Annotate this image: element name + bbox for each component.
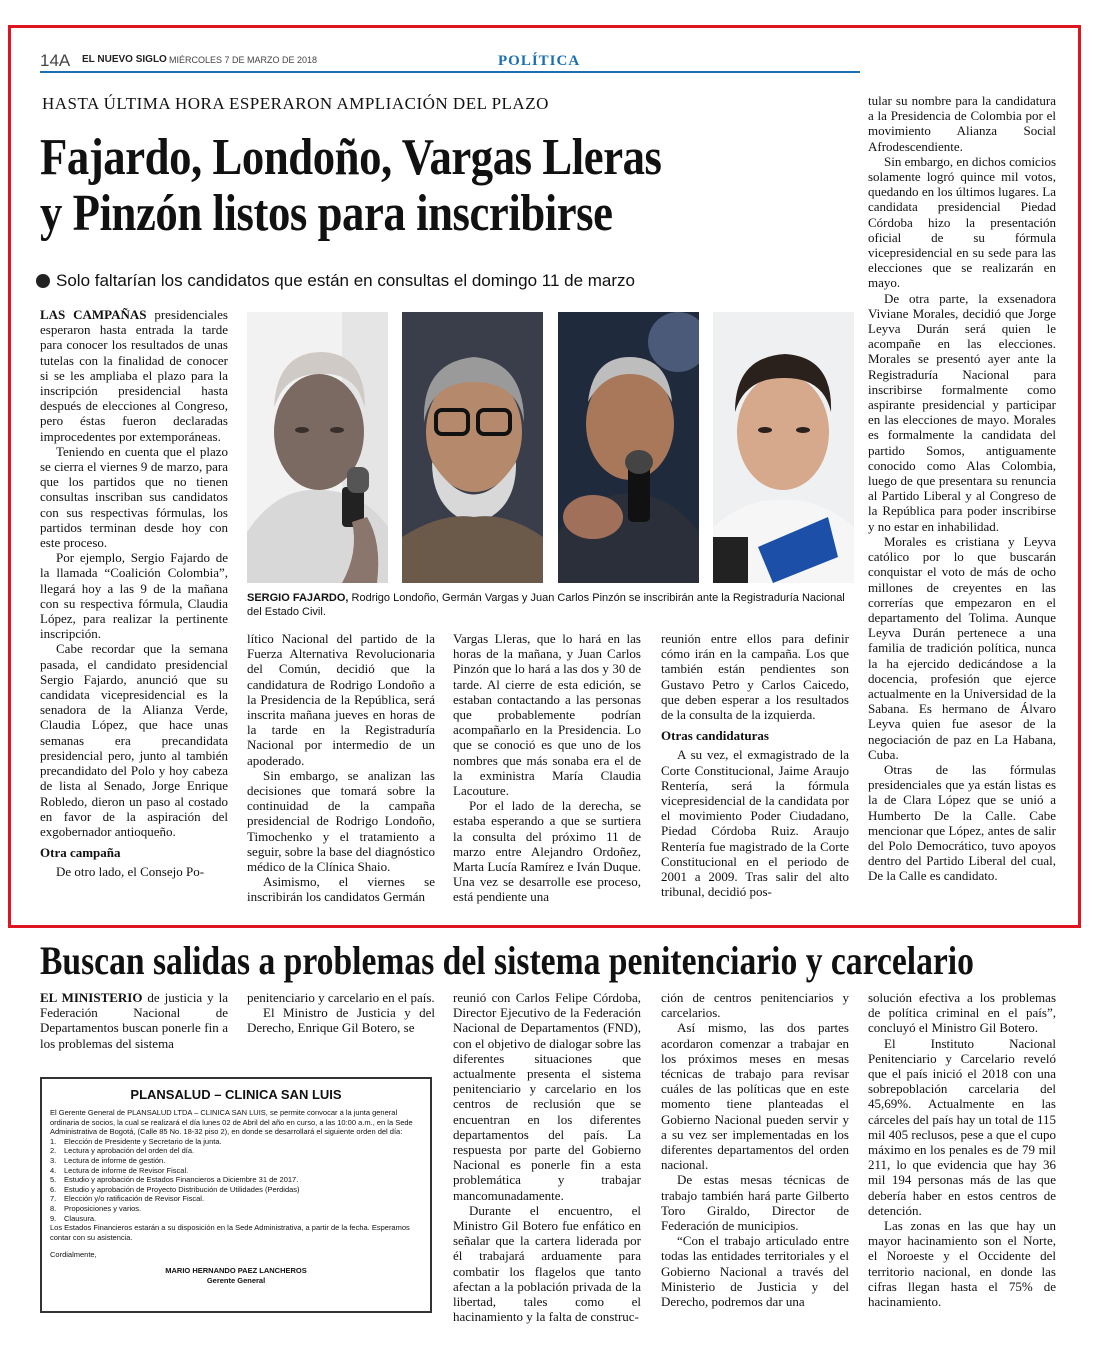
ad-body	[42, 1102, 430, 1260]
page-number: 14A	[40, 51, 71, 70]
paragraph: De otro lado, el Consejo Po-	[56, 864, 205, 880]
ad-agenda-item	[50, 1214, 422, 1224]
article-column-3	[453, 631, 641, 905]
paragraph: Sin embargo, en dichos comicios solamente logró quince mil votos, quedando en los últimos lugares. La candidata presidencial Piedad Córdoba hizo la presentación oficial de su fórmula vicepresidencial en su sede para las elecciones que se realizarán en mayo.	[868, 153, 1056, 291]
article-title-line2: y Pinzón listos para inscribirse	[40, 185, 613, 242]
ad-signer-role: Gerente General	[206, 1275, 266, 1285]
ad-agenda-list	[50, 1137, 422, 1223]
paragraph: Cabe recordar que la semana pasada, el candidato presidencial Sergio Fajardo, anunció que su candidata vicepresidencial es la senadora de la Alianza Verde, Claudia López, que hace unas semanas era precandidata presidencial pero, junto al también precandidato del Polo y hoy cabeza de lista al Senado, Jorge Enrique Robledo, dieron un paso al costado en favor de la aspiración del exgobernador antioqueño.	[40, 641, 228, 839]
ad-agenda-number: 6.	[50, 1184, 57, 1194]
ad-agenda-item	[50, 1185, 422, 1195]
paragraph: reunió con Carlos Felipe Córdoba, Director Ejecutivo de la Federación Nacional de Departamentos (FND), con el objetivo de dialogar sobre las diferentes situaciones que actualmente presenta el sistema penitenciario y carcelario en los centros de reclusión que se encuentran en los diferentes departamentos del país. La respuesta por parte del Gobierno Nacional es ponerle fin a esta problemática y trabajar mancomunadamente.	[453, 990, 641, 1203]
article2-column-5	[868, 990, 1056, 1309]
paragraph: Así mismo, las dos partes acordaron comenzar a trabajar en los próximos meses en mesas técnicas de trabajo para revisar cuáles de las políticas que en este momento tiene planteadas el Gobierno Nacional pueden servir y a su vez ser implementadas en los diferentes departamentos del orden nacional.	[661, 1020, 849, 1173]
ad-intro: El Gerente General de PLANSALUD LTDA – CLINICA SAN LUIS, se permite convocar a la junta general ordinaria de socios, la cual se realizará el día lunes 02 de Abril del año en curso, a las 10:00 a.m., en la Sede Administrativa de Bogotá, (Calle 85 No. 18-32 piso 2), en donde se desarrollará el siguiente orden del día:	[50, 1108, 413, 1137]
paragraph: Teniendo en cuenta que el plazo se cierra el viernes 9 de marzo, para que los partidos que no tienen consultas inscriban sus candidatos con sus respectivas fórmulas, los partidos terminan desde hoy con este proceso.	[40, 443, 228, 551]
paragraph-text: presidenciales esperaron hasta entrada la tarde para conocer los resultados de unas tutelas con la finalidad de conocer si se les ampliaba el plazo para la inscripción presidencial hasta después de elecciones al Congreso, pero éstas fueron declaradas improcedentes por extemporáneas.	[40, 307, 228, 444]
ad-agenda-number: 5.	[50, 1175, 57, 1185]
ad-agenda-item	[50, 1137, 422, 1147]
bullet-icon	[36, 274, 50, 288]
article-column-2	[247, 631, 435, 905]
ad-agenda-text: Proposiciones y varios.	[64, 1203, 142, 1213]
ad-agenda-text: Lectura de informe de Revisor Fiscal.	[64, 1165, 189, 1175]
photo-german-vargas	[558, 312, 699, 583]
article2-column-3	[453, 990, 641, 1324]
paragraph	[40, 990, 228, 1051]
article-column-4	[661, 631, 849, 899]
paragraph-text: de justicia y la Federación Nacional de Departamentos buscan ponerle fin a los problemas del sistema	[40, 990, 228, 1051]
paragraph: Las zonas en las que hay un mayor hacinamiento son el Norte, el Noroeste y el Occidente del territorio nacional, en donde las cifras llegan hasta el 75% de hacinamiento.	[868, 1218, 1056, 1310]
paragraph: penitenciario y carcelario en el país.	[247, 990, 435, 1005]
paragraph: Otras de las fórmulas presidenciales que ya están listas es la de Clara López que se unió a Humberto De la Calle. Cabe mencionar que López, antes de salir del Polo Democrático, tuvo apoyos dentro del Partido Liberal del cual, De la Calle es candidato.	[868, 761, 1056, 884]
lead-in: LAS CAMPAÑAS	[40, 307, 147, 322]
ad-agenda-text: Lectura de informe de gestión.	[64, 1155, 166, 1165]
article-title	[40, 130, 745, 242]
article-column-5	[868, 93, 1056, 884]
ad-agenda-number: 4.	[50, 1165, 57, 1175]
ad-closing: Cordialmente,	[50, 1250, 97, 1260]
article-column-1	[40, 307, 228, 880]
photo-juan-carlos-pinzon	[713, 312, 854, 583]
paragraph: A su vez, el exmagistrado de la Corte Constitucional, Jaime Araujo Rentería, será la fórmula vicepresidencial de la candidata por el movimiento Poder Ciudadano, Piedad Córdoba Ruiz. Araujo Rentería fue magistrado de la Corte Constitucional en el periodo de 2001 a 2009. Tras salir del alto tribunal, decidió pos-	[661, 747, 849, 900]
paragraph: Asimismo, el viernes se inscribirán los candidatos Germán	[247, 874, 435, 905]
classified-ad	[40, 1077, 432, 1313]
paragraph: lítico Nacional del partido de la Fuerza Alternativa Revolucionaria del Común, decidió que la candidatura de Rodrigo Londoño a la Presidencia de la República, será inscrita mañana jueves en horas de la tarde en la Registraduría Nacional por intermedio de un apoderado.	[247, 631, 435, 768]
ad-agenda-number: 7.	[50, 1194, 57, 1204]
ad-signature	[42, 1266, 430, 1286]
caption-lead: SERGIO FAJARDO,	[247, 592, 349, 604]
article-kicker: HASTA ÚLTIMA HORA ESPERARON AMPLIACIÓN DEL PLAZO	[42, 94, 549, 113]
paragraph: Sin embargo, se analizan las decisiones que tomará sobre la continuidad de la campaña presidencial de Rodrigo Londoño, Timochenko y el tratamiento a seguir, sobre la base del diagnóstico médico de la Clínica Shaio.	[247, 767, 435, 875]
article2-column-4	[661, 990, 849, 1309]
header-rule	[40, 71, 860, 73]
subheading: Otras candidaturas	[661, 728, 769, 744]
section-label: POLÍTICA	[498, 53, 581, 69]
paragraph: “Con el trabajo articulado entre todas las entidades territoriales y el Gobierno Nacional a través del Ministerio de Justicia y del Derecho, podremos dar una	[661, 1233, 849, 1310]
ad-agenda-item	[50, 1146, 422, 1156]
article2-column-2	[247, 990, 435, 1036]
ad-agenda-item	[50, 1156, 422, 1166]
paragraph: solución efectiva a los problemas de política criminal en el país”, concluyó el Ministro Gil Botero.	[868, 990, 1056, 1036]
ad-agenda-text: Clausura.	[64, 1213, 97, 1223]
article-subtitle: Solo faltarían los candidatos que están en consultas el domingo 11 de marzo	[56, 271, 635, 290]
issue-date: MIÉRCOLES 7 DE MARZO DE 2018	[169, 55, 318, 65]
ad-agenda-number: 1.	[50, 1136, 57, 1146]
paragraph	[40, 307, 228, 444]
ad-agenda-item	[50, 1194, 422, 1204]
article-title-line1: Fajardo, Londoño, Vargas Lleras	[40, 129, 662, 186]
ad-agenda-item	[50, 1175, 422, 1185]
paragraph: De otra parte, la exsenadora Viviane Morales, decidió que Jorge Leyva Durán será quien le acompañe en las elecciones. Morales se presentó ayer ante la Registraduría Nacional para inscribirse formalmente como aspirante presidencial y participar en las elecciones de mayo. Morales es formalmente la candidata del partido Somos, antiguamente conocido como Alas Colombia, luego de que presentara su renuncia al Partido Liberal y al Congreso de la República para poder inscribirse y no estar en inhabilidad.	[868, 290, 1056, 534]
ad-agenda-text: Elección de Presidente y Secretario de la junta.	[64, 1136, 222, 1146]
article2-title: Buscan salidas a problemas del sistema penitenciario y carcelario	[40, 938, 974, 983]
ad-agenda-text: Estudio y aprobación de Proyecto Distribución de Utilidades (Perdidas)	[64, 1184, 300, 1194]
ad-agenda-number: 2.	[50, 1146, 57, 1156]
paragraph: ción de centros penitenciarios y carcelarios.	[661, 990, 849, 1021]
newspaper-name: EL NUEVO SIGLO	[82, 54, 167, 65]
photo-sergio-fajardo	[247, 312, 388, 583]
subheading: Otra campaña	[40, 845, 121, 861]
paragraph: El Ministro de Justicia y del Derecho, Enrique Gil Botero, se	[247, 1005, 435, 1036]
paragraph: De estas mesas técnicas de trabajo también hará parte Gilberto Toro Giraldo, Director de Federación de municipios.	[661, 1172, 849, 1234]
paragraph: reunión entre ellos para definir cómo irán en la campaña. Los que también están pendientes son Gustavo Petro y Carlos Caicedo, que deben esperar a los resultados de la consulta de la izquierda.	[661, 631, 849, 723]
ad-title: PLANSALUD – CLINICA SAN LUIS	[130, 1087, 342, 1102]
paragraph: El Instituto Nacional Penitenciario y Carcelario reveló que el país inició el 2018 con una sobrepoblación carcelaria del 45,69%. Actualmente en las cárceles del país hay un total de 115 mil 405 reclusos, pese a que el cupo máximo en los penales es de 79 mil 211, lo que evidencia que hay 36 mil 194 personas más de las que debería haber en estos centros de detención.	[868, 1035, 1056, 1218]
ad-agenda-item	[50, 1204, 422, 1214]
ad-signer: MARIO HERNANDO PAEZ LANCHEROS	[165, 1265, 307, 1275]
ad-agenda-text: Elección y/o ratificación de Revisor Fiscal.	[64, 1194, 205, 1204]
paragraph: Por el lado de la derecha, se estaba esperando a que se surtiera la consulta del próximo 11 de marzo entre Alejandro Ordoñez, Marta Lucía Ramírez e Iván Duque. Una vez se desarrolle ese proceso, está pendiente una	[453, 798, 641, 905]
paragraph: Vargas Lleras, que lo hará en las horas de la mañana, y Juan Carlos Pinzón que lo hará a las dos y 30 de tarde. Al cierre de esta edición, se estaban contactando a las personas que probablemente podrían acompañarlo en la Presidencia. Lo que se conoció es que uno de los nombres que más sonaba era el de la exministra María Claudia Lacouture.	[453, 631, 641, 799]
paragraph: Durante el encuentro, el Ministro Gil Botero fue enfático en señalar que la cartera liderada por él trabajará arduamente para combatir los flagelos que tanto afectan a la población privada de la libertad, tales como el hacinamiento y la falta de construc-	[453, 1202, 641, 1325]
ad-agenda-number: 8.	[50, 1203, 57, 1213]
photo-rodrigo-londono	[402, 312, 543, 583]
lead-in: EL MINISTERIO	[40, 990, 143, 1005]
ad-agenda-number: 3.	[50, 1155, 57, 1165]
caption-text: Rodrigo Londoño, Germán Vargas y Juan Carlos Pinzón se inscribirán ante la Registraduría Nacional del Estado Civil.	[247, 592, 845, 618]
paragraph: Por ejemplo, Sergio Fajardo de la llamada “Coalición Colombia”, llegará hoy a las 9 de la mañana con su respectiva fórmula, Claudia López, para realizar la pertinente inscripción.	[40, 550, 228, 642]
ad-agenda-text: Lectura y aprobación del orden del día.	[64, 1146, 195, 1156]
article2-column-1	[40, 990, 228, 1051]
photo-caption	[247, 592, 859, 619]
paragraph: tular su nombre para la candidatura a la Presidencia de Colombia por el movimiento Alianza Social Afrodescendiente.	[868, 93, 1056, 154]
ad-note: Los Estados Financieros estarán a su disposición en la Sede Administrativa, a partir de la fecha. Esperamos contar con su asistencia.	[50, 1223, 410, 1242]
paragraph: Morales es cristiana y Leyva católico por lo que buscarán conquistar el voto de más de ocho millones de creyentes en las correrías que empezaron en el departamento del Tolima. Aunque Leyva Durán pertenece a una familia de tradición política, nunca la ha ejercido dedicándose a la docencia, profesión que ejerce actualmente en la Universidad de la Sabana. Es hermano de Álvaro Leyva quien fue asesor de la negociación de paz en La Habana, Cuba.	[868, 533, 1056, 762]
ad-agenda-number: 9.	[50, 1213, 57, 1223]
ad-agenda-text: Estudio y aprobación de Estados Financieros a Diciembre 31 de 2017.	[64, 1175, 299, 1185]
ad-agenda-item	[50, 1166, 422, 1176]
